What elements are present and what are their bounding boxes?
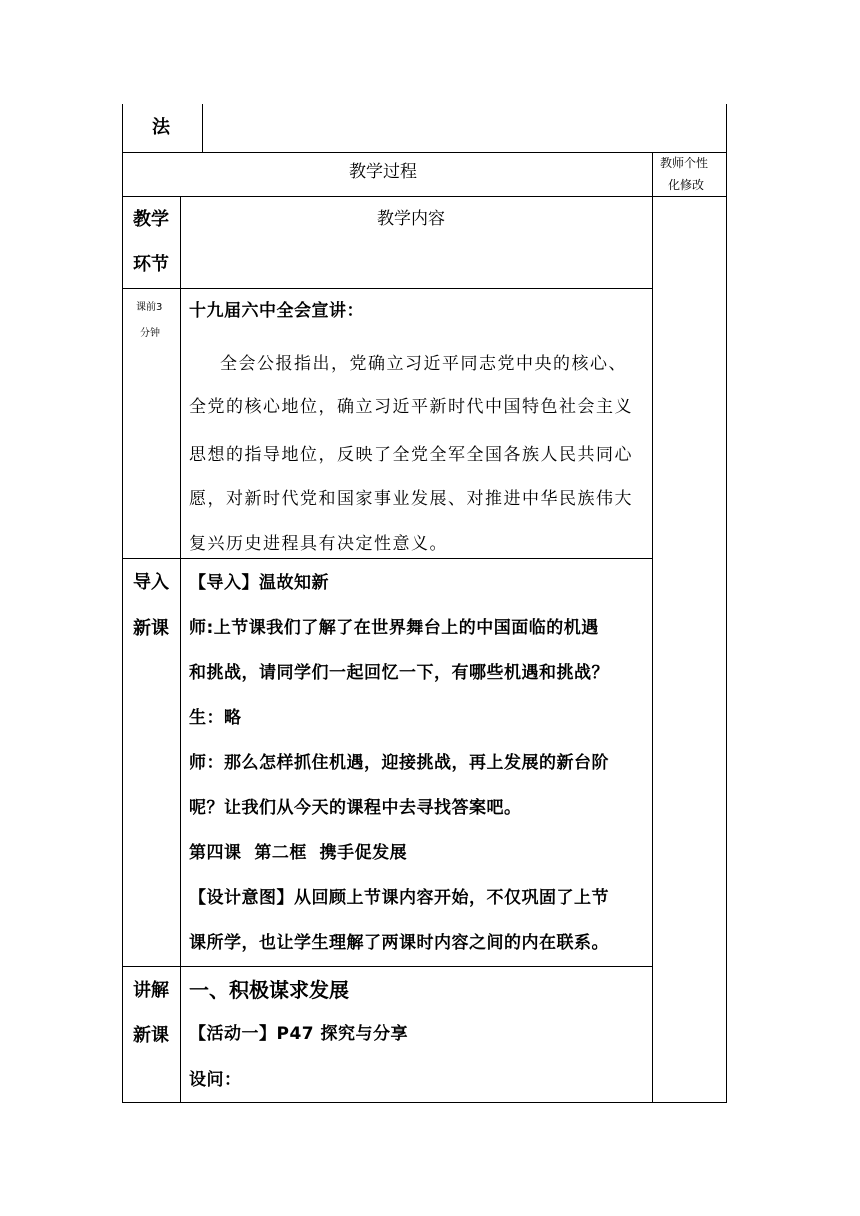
teacher-mod-line2: 化修改	[668, 178, 705, 192]
border-right	[726, 152, 727, 1102]
row2-line6: 呢？让我们从今天的课程中去寻找答案吧。	[189, 798, 522, 818]
row1-para-line3: 思想的指导地位，反映了全党全军全国各族人民共同心	[189, 445, 633, 465]
row1-para-line5: 复兴历史进程具有决定性意义。	[189, 534, 448, 554]
row2-line8: 【设计意图】从回顾上节课内容开始，不仅巩固了上节	[189, 888, 609, 908]
row1-para-line1: 全会公报指出，党确立习近平同志党中央的核心、	[220, 354, 627, 374]
stage-header-line1: 教学	[133, 209, 169, 230]
row2-line4: 生：略	[189, 708, 242, 728]
row2-line5: 师：那么怎样抓住机遇，迎接挑战，再上发展的新台阶	[189, 753, 609, 773]
row1-stage-line2: 分钟	[140, 328, 160, 339]
row3-stage-line1: 讲解	[133, 980, 169, 1001]
hline-row-3	[122, 966, 653, 967]
border-left	[122, 152, 123, 1102]
vline-teacher-col	[652, 152, 653, 1102]
row3-activity: 【活动一】P47 探究与分享	[189, 1024, 409, 1044]
row2-line7: 第四课 第二框 携手促发展	[189, 843, 408, 863]
row3-heading: 一、积极谋求发展	[189, 978, 349, 1002]
hline-row-2	[122, 558, 653, 559]
hline-below-process	[122, 196, 727, 197]
row1-para-line4: 愿，对新时代党和国家事业发展、对推进中华民族伟大	[189, 489, 633, 509]
stage-header-line2: 环节	[133, 254, 169, 275]
hline-below-method	[122, 152, 727, 153]
row2-stage-line2: 新课	[133, 618, 169, 639]
row2-line2: 师:上节课我们了解了在世界舞台上的中国面临的机遇	[189, 618, 599, 638]
process-heading: 教学过程	[349, 162, 417, 182]
row3-question: 设问：	[189, 1070, 242, 1090]
border-right-top	[726, 104, 727, 152]
row2-line3: 和挑战，请同学们一起回忆一下，有哪些机遇和挑战？	[189, 663, 609, 683]
row2-line9: 课所学，也让学生理解了两课时内容之间的内在联系。	[189, 933, 609, 953]
teacher-mod-line1: 教师个性	[660, 156, 709, 170]
hline-row-1	[122, 288, 653, 289]
content-header: 教学内容	[377, 209, 445, 229]
border-left-top	[122, 104, 123, 152]
row1-para-line2: 全党的核心地位，确立习近平新时代中国特色社会主义	[189, 397, 633, 417]
method-label: 法	[152, 117, 170, 138]
row2-line1: 【导入】温故知新	[189, 573, 329, 593]
row3-stage-line2: 新课	[133, 1025, 169, 1046]
row1-title: 十九届六中全会宣讲：	[189, 301, 364, 321]
row2-stage-line1: 导入	[133, 572, 169, 593]
row1-stage-line1: 课前3	[136, 302, 163, 313]
hline-bottom	[122, 1102, 727, 1103]
border-top-divider	[202, 104, 203, 152]
